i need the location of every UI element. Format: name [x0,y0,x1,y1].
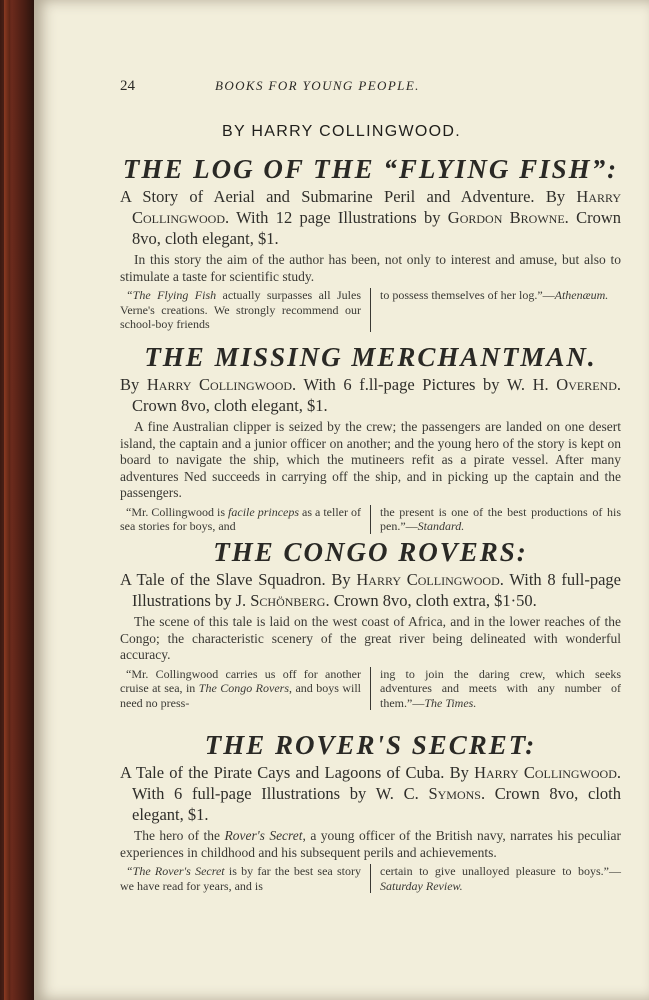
author-name: Harry Collingwood [474,763,617,782]
book-page [34,0,649,1000]
book-description [120,374,621,416]
review-text: is by far the best sea story we have read for years, and is [120,864,361,893]
book-summary [120,828,621,861]
desc-text: . Crown 8vo, cloth elegant, $1. [132,375,621,415]
review-text: , and boys will need no press- [120,681,362,710]
summary-text: The hero of the [134,828,225,843]
review-text: as a teller of sea stories for boys, and [120,504,361,533]
desc-text: . With 12 page Illustrations by [224,208,448,227]
binding-edge [4,0,10,1000]
review-left-column [120,505,370,534]
press-review [120,505,621,534]
summary-text: Rover's Secret [224,828,303,843]
book-title: THE ROVER'S SECRET: [204,730,537,760]
desc-text: . With 6 f.ll-page Pictures by W. H. [292,375,557,394]
review-text: “The Rover's Secret [126,864,225,878]
review-right-column [370,667,621,711]
book-description [120,186,621,249]
illustrator-name: Gordon Browne [447,208,565,227]
desc-text: A Tale of the Pirate Cays and Lagoons of Cuba. By [120,763,475,782]
illustrator-name: Symons [428,784,481,803]
desc-text: A Tale of the Slave Squadron. By [120,570,357,589]
book-summary: The scene of this tale is laid on the west coast of Africa, and in the lower reaches of the Congo; the characteristic scenery of the great river being delineated with wonderful accuracy. [120,614,621,662]
review-text: actually surpasses all Jules Verne's creations. We strongly recommend our school-boy friends [120,288,361,331]
author-name: Harry Collingwood [356,570,500,589]
desc-text: . With 8 full-page Illustrations by J. [132,570,621,610]
review-source: Saturday Review. [380,878,463,893]
review-left-column [120,667,370,711]
review-left-column [120,288,370,332]
review-text: ing to join the daring crew, which seeks adventures and meets with any number of them.”— [380,666,621,710]
author-name: Harry Collingwood [132,187,621,227]
review-text: The Congo Rovers [198,681,289,695]
press-review [120,288,621,332]
desc-text: By [120,375,147,394]
review-source: The Times. [424,695,477,710]
page-number: 24 [120,78,135,94]
review-text: the present is one of the best productions of his pen.”— [380,504,621,533]
book-entry-missing-merchantman [120,340,621,534]
book-title: THE CONGO ROVERS: [213,537,528,567]
summary-text: , a young officer of the British navy, narrates his peculiar experiences in childhood and his subsequent perils and achievements. [120,828,622,860]
review-text: to possess themselves of her log.”— [380,288,555,302]
desc-text: . Crown 8vo, cloth elegant, $1. [132,208,621,248]
desc-text: . Crown 8vo, cloth elegant, $1. [132,784,621,824]
press-review [120,667,621,711]
illustrator-name: Schönberg [250,591,326,610]
book-title: THE LOG OF THE “FLYING FISH”: [122,154,619,184]
page-header [120,78,614,98]
author-heading: BY HARRY COLLINGWOOD. [222,123,461,140]
review-right-column [370,288,621,332]
book-binding [0,0,34,1000]
book-entry-flying-fish [120,152,621,332]
review-left-column [120,864,370,893]
book-description [120,569,621,611]
book-summary: In this story the aim of the author has been, not only to interest and amuse, but also to stimulate a taste for scientific study. [120,252,621,284]
book-description [120,762,621,825]
book-entry-congo-rovers [120,535,621,710]
book-summary: A fine Australian clipper is seized by the crew; the passengers are landed on one desert island, the captain and a junior officer on another; and the young hero of the story is kept on board to navigate the ship, which the mutineers refit as a pirate vessel. After many adventures Ned succeeds in carrying off the ship, and in picking up the captain and the passengers. [120,419,621,500]
illustrator-name: Overend [556,375,617,394]
desc-text: A Story of Aerial and Submarine Peril and Adventure. By [120,187,577,206]
review-text: “Mr. Collingwood carries us off for another cruise at sea, in [120,666,361,695]
review-text: facile princeps [228,504,300,519]
book-entry-rovers-secret [120,728,621,893]
book-title: THE MISSING MERCHANTMAN. [144,342,597,372]
press-review [120,864,621,893]
review-text: certain to give unalloyed pleasure to boys.”— [380,864,621,878]
review-text: “Mr. Collingwood is [126,504,229,519]
running-title: BOOKS FOR YOUNG PEOPLE. [215,78,420,93]
review-right-column [370,505,621,534]
review-right-column [370,864,621,893]
review-source: Standard. [417,519,465,533]
desc-text: . Crown 8vo, cloth extra, $1·50. [325,591,537,610]
author-name: Harry Collingwood [146,375,293,394]
desc-text: . With 6 full-page Illustrations by W. C. [132,763,621,803]
review-source: Athenæum. [554,288,609,302]
review-text: “The Flying Fish [126,288,217,302]
